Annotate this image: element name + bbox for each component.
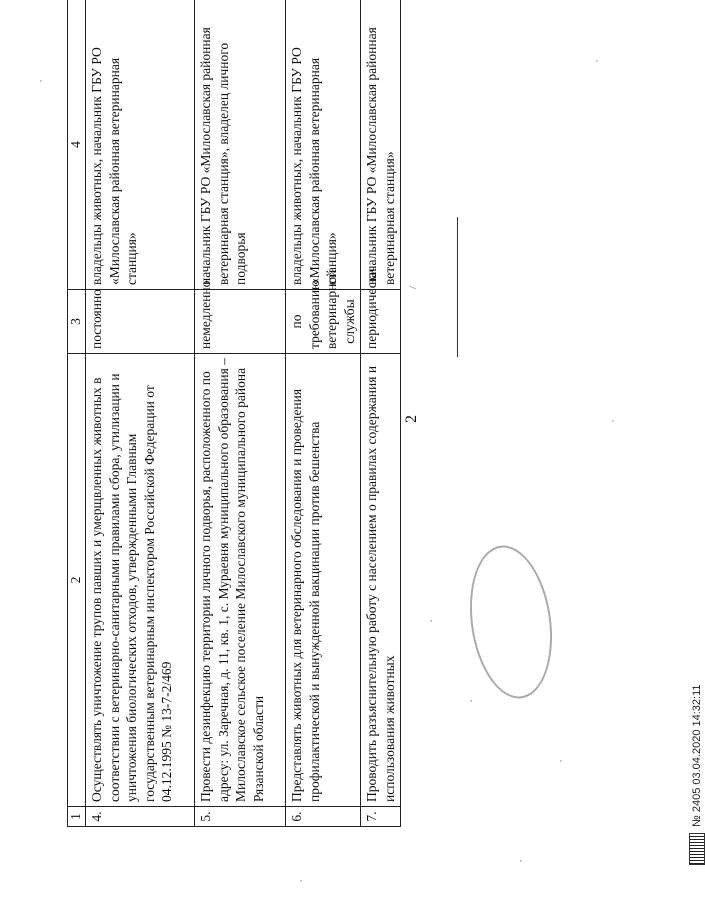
row-number: 6. <box>286 807 361 827</box>
row-number: 7. <box>361 807 401 827</box>
row-action: Проводить разъяснительную работу с населением о правилах содержания и использования животных <box>361 354 401 807</box>
row-responsible: начальник ГБУ РО «Милославская районная ветеринарная станция» <box>361 0 401 290</box>
row-period: немедленно <box>195 290 286 354</box>
pen-mark: / <box>407 285 419 289</box>
header-col-3: 3 <box>68 290 86 354</box>
measures-table <box>67 0 401 827</box>
table-row <box>86 0 195 827</box>
registry-barcode <box>689 833 705 865</box>
row-period: по требованию ветеринарной службы <box>286 290 361 354</box>
row-action: Провести дезинфекцию территории личного подворья, расположенного по адресу: ул. Заречная, д. 11, кв. 1, с. Мураевня муниципального образования – Милославское сельское поселение Милославского муниципального района Рязанской области <box>195 354 286 807</box>
header-col-2: 2 <box>68 354 86 807</box>
row-responsible: владельцы животных, начальник ГБУ РО «Милославская районная ветеринарная станция» <box>86 0 195 290</box>
row-period: постоянно <box>86 290 195 354</box>
rotated-page <box>67 0 703 827</box>
header-col-4: 4 <box>68 0 86 290</box>
row-action: Осуществлять уничтожение трупов павших и умерщвленных животных в соответствии с ветеринарно-санитарными правилами сбора, утилизации и уничтожения биологических отходов, утвержденными Главным государственным ветеринарным инспектором Российской Федерации от 04.12.1995 № 13-7-2/469 <box>86 354 195 807</box>
table-row <box>361 0 401 827</box>
table-header-row <box>68 0 86 827</box>
row-number: 5. <box>195 807 286 827</box>
table-row <box>286 0 361 827</box>
signature-line <box>457 217 458 357</box>
row-number: 4. <box>86 807 195 827</box>
row-responsible: владельцы животных, начальник ГБУ РО «Милославская районная ветеринарная станция» <box>286 0 361 290</box>
page-number: 2 <box>403 415 420 423</box>
row-responsible: начальник ГБУ РО «Милославская районная ветеринарная станция», владелец личного подворья <box>195 0 286 290</box>
table-row <box>195 0 286 827</box>
row-action: Представлять животных для ветеринарного обследования и проведения профилактической и вынужденной вакцинации против бешенства <box>286 354 361 807</box>
row-period: периодически <box>361 290 401 354</box>
official-seal <box>461 540 562 704</box>
registry-stamp: № 2405 03.04.2020 14:32:11 <box>691 684 703 827</box>
header-col-1: 1 <box>68 807 86 827</box>
